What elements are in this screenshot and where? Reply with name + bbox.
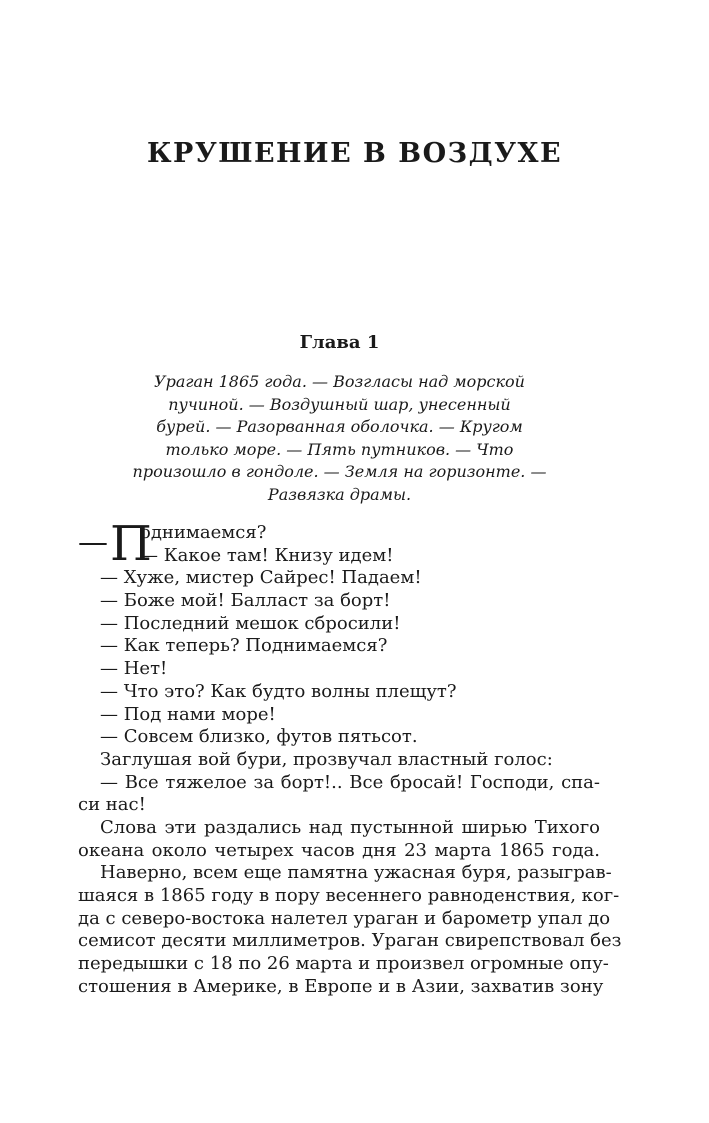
drop-cap: П [110,516,152,572]
text-line: — Что это? Как будто волны плещут? [100,680,457,702]
text-line: — Нет! [100,658,168,680]
lead-dash: — [78,525,108,560]
summary-line: произошло в гондоле. — Земля на горизонте. — [132,462,547,482]
text-line: семисот десяти миллиметров. Ураган свирепствовал без [78,930,622,952]
text-line: — Последний мешок сбросили! [100,612,401,634]
text-line: передышки с 18 по 26 марта и произвел огромные опу- [78,953,609,975]
part-title: КРУШЕНИЕ В ВОЗДУХЕ [146,138,563,169]
text-line: — Все тяжелое за борт!.. Все бросай! Господи, спа- [100,771,600,793]
text-line: Слова эти раздались над пустынной ширью Тихого [100,816,600,838]
summary-line: пучиной. — Воздушный шар, унесенный [168,394,511,414]
summary-line: только море. — Пять путников. — Что [165,439,514,459]
text-line: — Какое там! Книзу идем! [140,544,394,566]
text-line: шаяся в 1865 году в пору весеннего равноденствия, ког- [78,885,620,906]
text-line: — Боже мой! Балласт за борт! [100,590,391,612]
text-line: — Хуже, мистер Сайрес! Падаем! [100,567,422,589]
text-line: — Под нами море! [100,703,276,725]
text-line: — Как теперь? Поднимаемся? [100,635,388,657]
text-line: Наверно, всем еще памятна ужасная буря, разыграв- [100,862,612,884]
text-line: Заглушая вой бури, прозвучал властный голос: [100,748,553,770]
chapter-title: Глава 1 [299,332,380,353]
body-text [78,516,622,998]
text-line: стошения в Америке, в Европе и в Азии, захватив зону [78,975,604,997]
chapter-summary [110,371,569,507]
summary-line: бурей. — Разорванная оболочка. — Кругом [156,417,523,437]
text-line: си нас! [78,794,146,816]
text-line: — Совсем близко, футов пятьсот. [100,726,418,748]
text-line: океана около четырех часов дня 23 марта 1865 года. [78,839,600,861]
summary-line: Ураган 1865 года. — Возгласы над морской [154,372,525,391]
opening-text: однимаемся? [140,522,267,543]
summary-line: Развязка драмы. [267,484,412,504]
text-line: да с северо-востока налетел ураган и барометр упал до [78,907,611,929]
